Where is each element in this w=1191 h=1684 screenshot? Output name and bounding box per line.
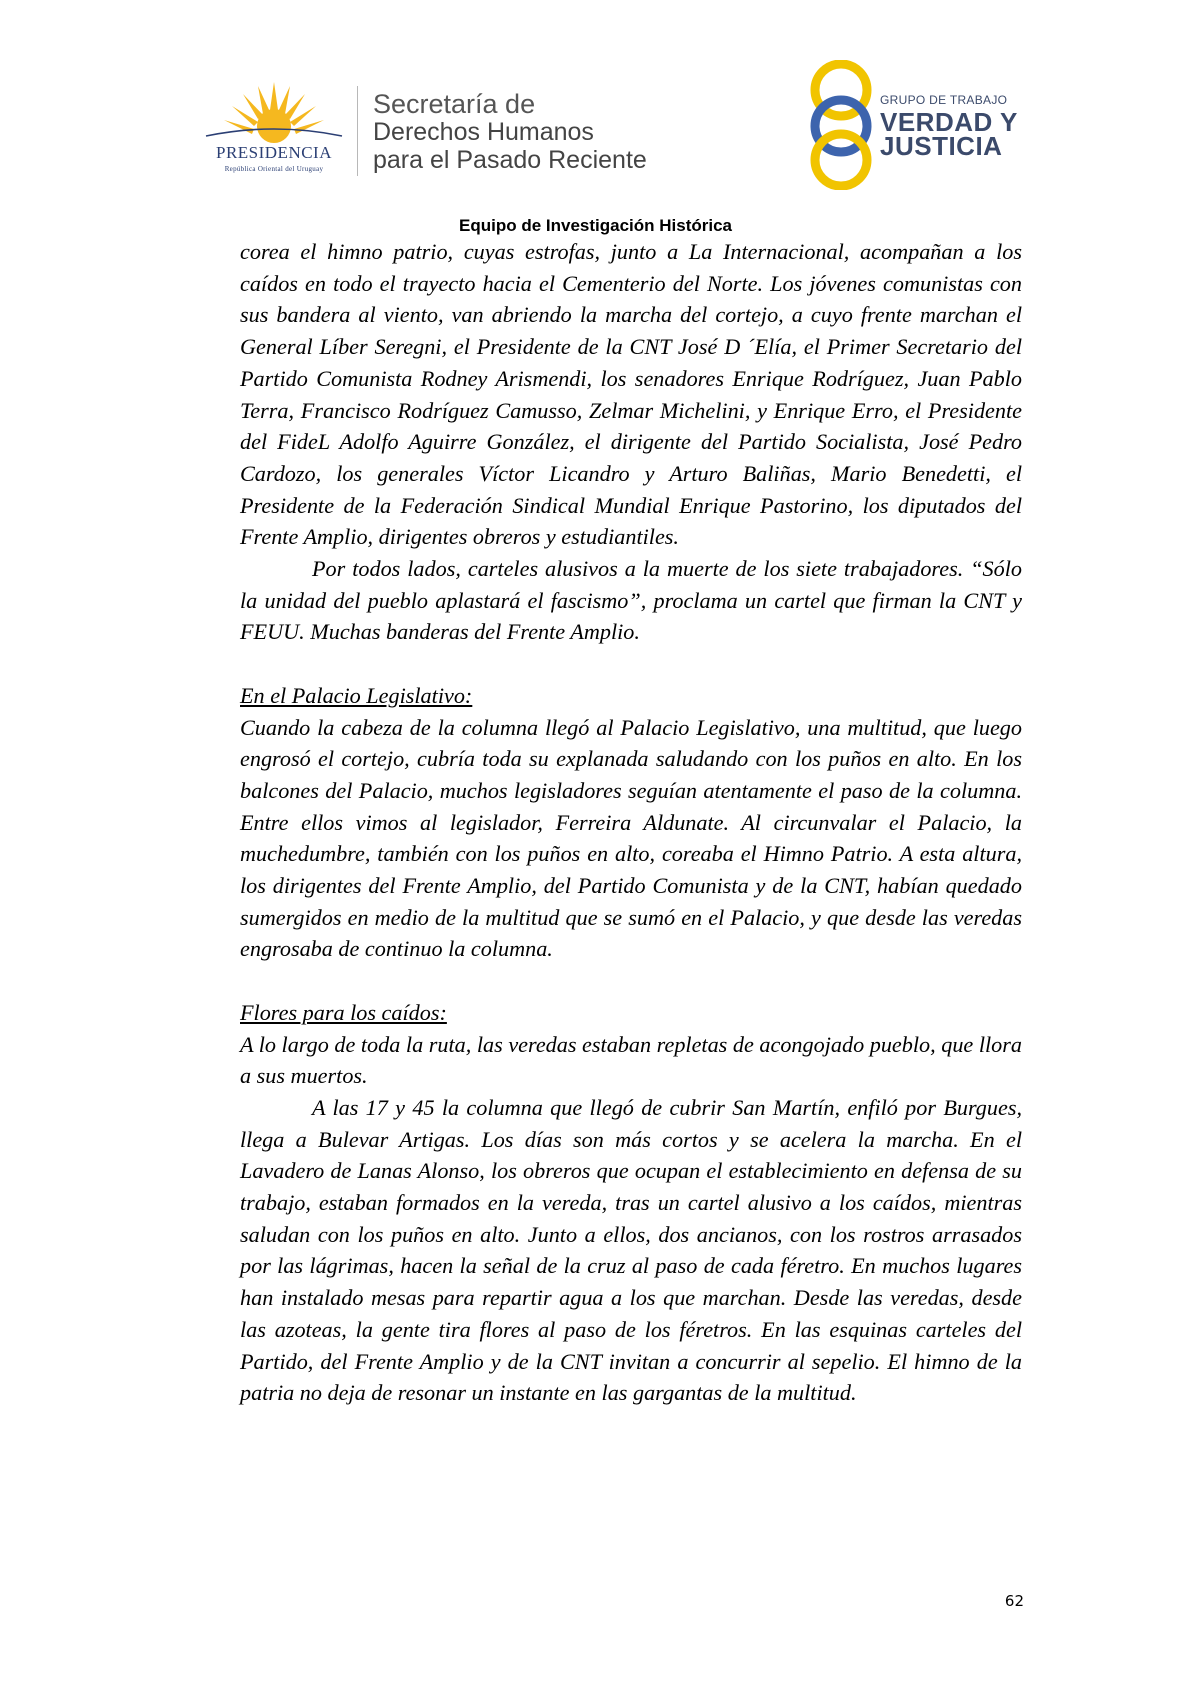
presidencia-name: PRESIDENCIA bbox=[215, 143, 332, 162]
section-heading: En el Palacio Legislativo: bbox=[240, 682, 473, 708]
grupo-verdad-text: VERDAD Y bbox=[880, 107, 1018, 137]
secretaria-line-1: Secretaría de bbox=[373, 89, 536, 119]
secretaria-line-2: Derechos Humanos bbox=[373, 118, 594, 146]
paragraph: A las 17 y 45 la columna que llegó de cubrir San Martín, enfiló por Burgues, llega a Bulevar Artigas. Los días son más cortos y se acelera la marcha. En el Lavadero de Lanas Alonso, los obreros que ocupan el establecimiento en defensa de su trabajo, estaban formados en la vereda, tras un cartel alusivo a los caídos, mientras saludan con los puños en alto. Junto a ellos, dos ancianos, con los rostros arrasados por las lágrimas, hacen la señal de la cruz al paso de cada féretro. En muchos lugares han instalado mesas para repartir agua a los que marchan. Desde las veredas, desde las azoteas, la gente tira flores al paso de los féretros. En las esquinas carteles del Partido, del Frente Amplio y de la CNT invitan a concurrir al sepelio. El himno de la patria no deja de resonar un instante en las gargantas de la multitud. bbox=[240, 1094, 1022, 1406]
header-divider bbox=[357, 86, 358, 176]
paragraph: Cuando la cabeza de la columna llegó al Palacio Legislativo, una multitud, que luego engrosó el cortejo, cubría toda su explanada saludando con los puños en alto. En los balcones del Palacio, muchos legisladores seguían atentamente el paso de la columna. Entre ellos vimos al legislador, Ferreira Aldunate. Al circunvalar el Palacio, la muchedumbre, también con los puños en alto, coreaba el Himno Patrio. A esta altura, los dirigentes del Frente Amplio, del Partido Comunista y de la CNT, habían quedado sumergidos en medio de la multitud que se sumó en el Palacio, y que desde las veredas engrosaba de continuo la columna. bbox=[240, 714, 1022, 962]
page-header bbox=[0, 0, 1191, 240]
document-body bbox=[240, 236, 1022, 1409]
grupo-small-text: GRUPO DE TRABAJO bbox=[880, 93, 1008, 107]
secretaria-line-3: para el Pasado Reciente bbox=[373, 146, 647, 174]
section-heading: Flores para los caídos: bbox=[240, 999, 447, 1025]
sun-icon bbox=[198, 80, 350, 144]
presidencia-subtitle: República Oriental del Uruguay bbox=[224, 165, 324, 173]
paragraph: A lo largo de toda la ruta, las veredas estaban repletas de acongojado pueblo, que llora a sus muertos. bbox=[240, 1031, 1022, 1089]
grupo-justicia-text: JUSTICIA bbox=[880, 131, 1003, 161]
spacer bbox=[240, 965, 1022, 997]
page-number: 62 bbox=[1004, 1592, 1024, 1610]
paragraph: corea el himno patrio, cuyas estrofas, junto a La Internacional, acompañan a los caídos en todo el trayecto hacia el Cementerio del Norte. Los jóvenes comunistas con sus bandera al viento, van abriendo la marcha del cortejo, a cuyo frente marchan el General Líber Seregni, el Presidente de la CNT José D ´Elía, el Primer Secretario del Partido Comunista Rodney Arismendi, los senadores Enrique Rodríguez, Juan Pablo Terra, Francisco Rodríguez Camusso, Zelmar Michelini, y Enrique Erro, el Presidente del FideL Adolfo Aguirre González, el dirigente del Partido Socialista, José Pedro Cardozo, los generales Víctor Licandro y Arturo Baliñas, Mario Benedetti, el Presidente de la Federación Sindical Mundial Enrique Pastorino, los diputados del Frente Amplio, dirigentes obreros y estudiantiles. bbox=[240, 239, 1022, 550]
presidencia-logo bbox=[198, 80, 350, 180]
spacer bbox=[240, 648, 1022, 680]
team-heading: Equipo de Investigación Histórica bbox=[459, 216, 732, 235]
secretaria-logo-text bbox=[373, 90, 647, 174]
paragraph: Por todos lados, carteles alusivos a la muerte de los siete trabajadores. “Sólo la unidad del pueblo aplastará el fascismo”, proclama un cartel que firman la CNT y FEUU. Muchas banderas del Frente Amplio. bbox=[240, 556, 1022, 645]
